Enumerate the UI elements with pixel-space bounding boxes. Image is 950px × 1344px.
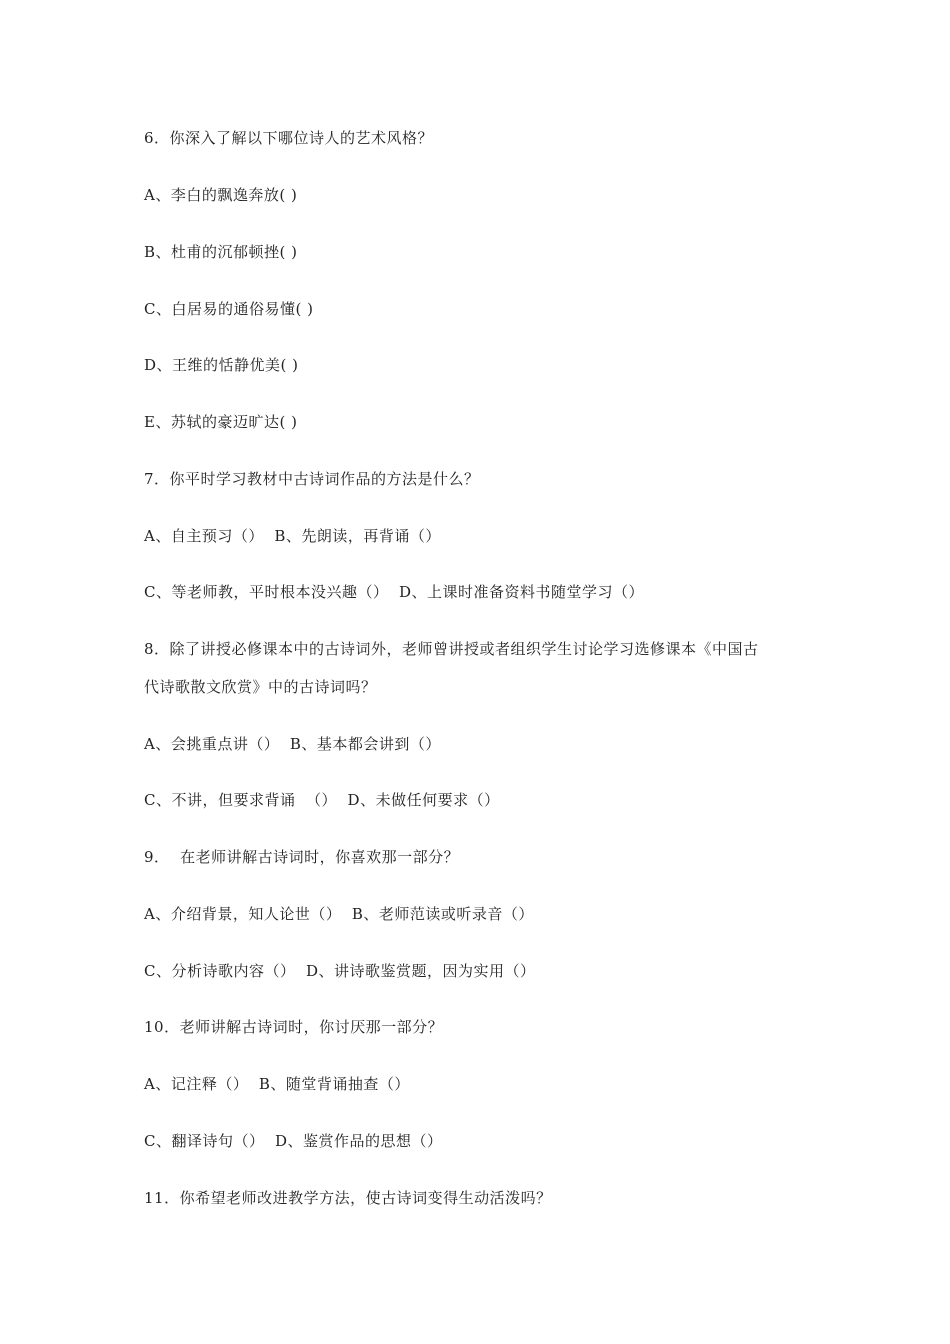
question-8-text-line1: 8．除了讲授必修课本中的古诗词外，老师曾讲授或者组织学生讨论学习选修课本《中国古 — [144, 640, 759, 658]
question-9-text: 9． 在老师讲解古诗词时，你喜欢那一部分？ — [144, 848, 460, 866]
question-10-options-cd: C、翻译诗句（） D、鉴赏作品的思想（） — [144, 1132, 443, 1150]
question-8-options-ab: A、会挑重点讲（） B、基本都会讲到（） — [144, 735, 441, 753]
question-7-text: 7．你平时学习教材中古诗词作品的方法是什么？ — [144, 470, 480, 488]
question-10-options-ab: A、记注释（） B、随堂背诵抽查（） — [144, 1075, 410, 1093]
question-6-option-e: E、苏轼的豪迈旷达( ) — [144, 413, 298, 431]
question-10-text: 10．老师讲解古诗词时，你讨厌那一部分？ — [144, 1018, 444, 1036]
question-9-options-cd: C、分析诗歌内容（） D、讲诗歌鉴赏题，因为实用（） — [144, 962, 536, 980]
question-9-options-ab: A、介绍背景，知人论世（） B、老师范读或听录音（） — [144, 905, 534, 923]
question-6-option-c: C、白居易的通俗易懂( ) — [144, 300, 314, 318]
question-6-text: 6．你深入了解以下哪位诗人的艺术风格？ — [144, 129, 434, 147]
question-7-options-cd: C、等老师教，平时根本没兴趣（） D、上课时准备资料书随堂学习（） — [144, 583, 645, 601]
question-7-options-ab: A、自主预习（） B、先朗读，再背诵（） — [144, 527, 441, 545]
question-8-text-line2: 代诗歌散文欣赏》中的古诗词吗？ — [144, 678, 377, 696]
question-6-option-a: A、李白的飘逸奔放( ) — [144, 186, 298, 204]
question-6-option-b: B、杜甫的沉郁顿挫( ) — [144, 243, 298, 261]
question-8-options-cd: C、不讲，但要求背诵 （） D、未做任何要求（） — [144, 791, 500, 809]
question-6-option-d: D、王维的恬静优美( ) — [144, 356, 299, 374]
question-11-text: 11．你希望老师改进教学方法，使古诗词变得生动活泼吗？ — [144, 1189, 552, 1207]
